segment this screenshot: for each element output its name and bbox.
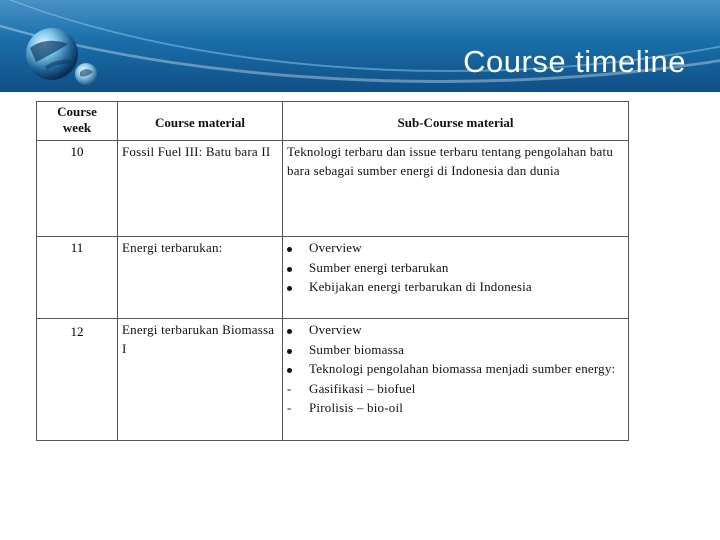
- table-row: [37, 141, 629, 237]
- list-item: [283, 320, 628, 340]
- list-item-text: Kebijakan energi terbarukan di Indonesia: [309, 279, 532, 294]
- list-item-text: Overview: [309, 240, 362, 255]
- list-item: [283, 398, 628, 418]
- course-material-cell: Energi terbarukan:: [118, 237, 283, 319]
- header-sub-course-material: Sub-Course material: [283, 102, 629, 141]
- sub-material-cell: Teknologi terbaru dan issue terbaru tentang pengolahan batu bara sebagai sumber energi di Indonesia dan dunia: [283, 141, 629, 237]
- globe-logo-icon: [16, 18, 112, 92]
- list-item: [283, 277, 628, 297]
- list-item: [283, 238, 628, 258]
- sub-material-list: [283, 238, 628, 297]
- table-row: [37, 237, 629, 319]
- list-item: [283, 359, 628, 379]
- bullet-icon: [287, 359, 299, 379]
- dash-marker: -: [287, 400, 292, 415]
- bullet-icon: [287, 320, 299, 340]
- bullet-icon: [287, 238, 299, 258]
- bullet-icon: [287, 277, 299, 297]
- table-row: [37, 319, 629, 441]
- list-item-text: Pirolisis – bio-oil: [309, 400, 404, 415]
- week-number: 10: [37, 141, 118, 237]
- course-timeline-table: [36, 101, 629, 441]
- list-item-text: Sumber biomassa: [309, 341, 405, 357]
- list-item-text: Teknologi pengolahan biomassa menjadi sumber energy:: [309, 361, 616, 376]
- sub-material-list: [283, 320, 628, 418]
- list-item: [283, 340, 628, 360]
- dash-marker: -: [287, 380, 292, 396]
- week-number: 12: [37, 319, 118, 441]
- list-item-text: Gasifikasi – biofuel: [309, 380, 416, 396]
- sub-material-cell: [283, 237, 629, 319]
- bullet-icon: [287, 258, 299, 278]
- slide-header: [0, 0, 720, 92]
- course-material-cell: Fossil Fuel III: Batu bara II: [118, 141, 283, 237]
- list-item-text: Sumber energi terbarukan: [309, 259, 449, 275]
- header-course-week: [37, 102, 118, 141]
- header-week-line2: week: [62, 120, 92, 135]
- list-item-text: Overview: [309, 322, 362, 337]
- bullet-icon: [287, 340, 299, 360]
- list-item: [283, 258, 628, 278]
- table-header-row: [37, 102, 629, 141]
- header-course-material: Course material: [118, 102, 283, 141]
- list-item: [283, 379, 628, 399]
- week-number: 11: [37, 237, 118, 319]
- header-week-line1: Course: [57, 104, 97, 119]
- course-material-cell: Energi terbarukan Biomassa I: [118, 319, 283, 441]
- sub-material-cell: [283, 319, 629, 441]
- slide-title: Course timeline: [463, 44, 686, 79]
